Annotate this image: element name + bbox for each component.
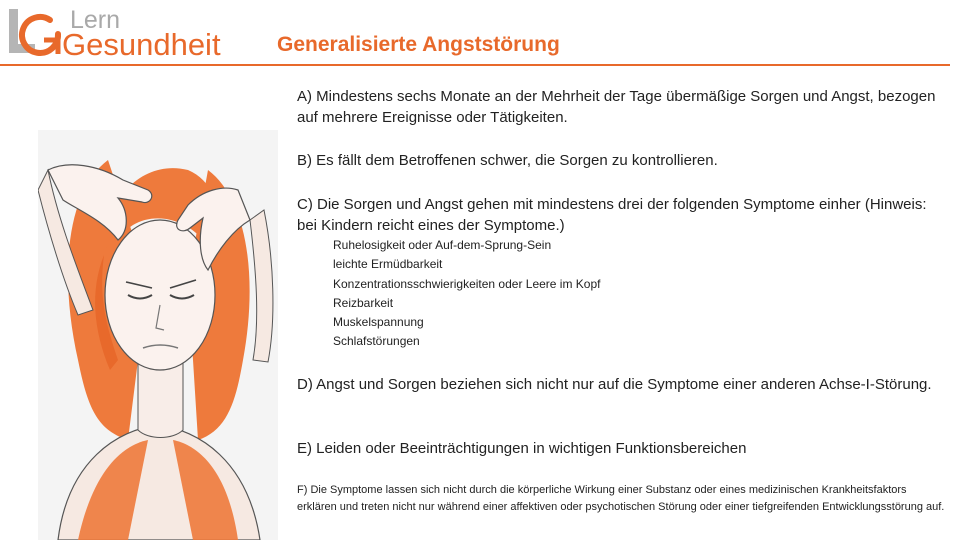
- header-divider: [0, 64, 950, 66]
- criterion-f: F) Die Symptome lassen sich nicht durch die körperliche Wirkung einer Substanz oder eines medizinischen Krankheitsfaktors erklären und treten nicht nur während einer affektiven oder psychotischen Störung oder einer tiefgreifenden Entwicklungsstörung auf.: [297, 484, 945, 513]
- logo-text-lern: Lern: [70, 6, 121, 34]
- criterion-b: B) Es fällt dem Betroffenen schwer, die Sorgen zu kontrollieren.: [297, 152, 718, 169]
- symptom-item: Schlafstörungen: [333, 334, 420, 349]
- page-title: Generalisierte Angststörung: [277, 33, 560, 56]
- criterion-d: D) Angst und Sorgen beziehen sich nicht nur auf die Symptome einer anderen Achse-I-Störung.: [297, 376, 932, 393]
- woman-headache-icon: [38, 130, 278, 540]
- symptom-item: Reizbarkeit: [333, 295, 394, 310]
- symptom-item: Konzentrationsschwierigkeiten oder Leere im Kopf: [333, 276, 601, 291]
- logo-text-gesundheit: Gesundheit: [62, 27, 221, 62]
- lerngesundheit-logo: [6, 4, 236, 66]
- criterion-c: C) Die Sorgen und Angst gehen mit mindestens drei der folgenden Symptome einher (Hinweis: bei Kindern reicht eines der Symptome.): [297, 196, 927, 234]
- symptom-item: Muskelspannung: [333, 315, 424, 330]
- logo-mark-icon: [6, 4, 70, 66]
- symptom-list: [333, 236, 600, 352]
- criterion-e: E) Leiden oder Beeinträchtigungen in wichtigen Funktionsbereichen: [297, 440, 747, 457]
- symptom-item: Ruhelosigkeit oder Auf-dem-Sprung-Sein: [333, 238, 552, 252]
- symptom-item: leichte Ermüdbarkeit: [333, 257, 443, 272]
- headache-illustration: [38, 130, 278, 540]
- criterion-a: A) Mindestens sechs Monate an der Mehrheit der Tage übermäßige Sorgen und Angst, bezogen auf mehrere Ereignisse oder Tätigkeiten.: [297, 88, 936, 126]
